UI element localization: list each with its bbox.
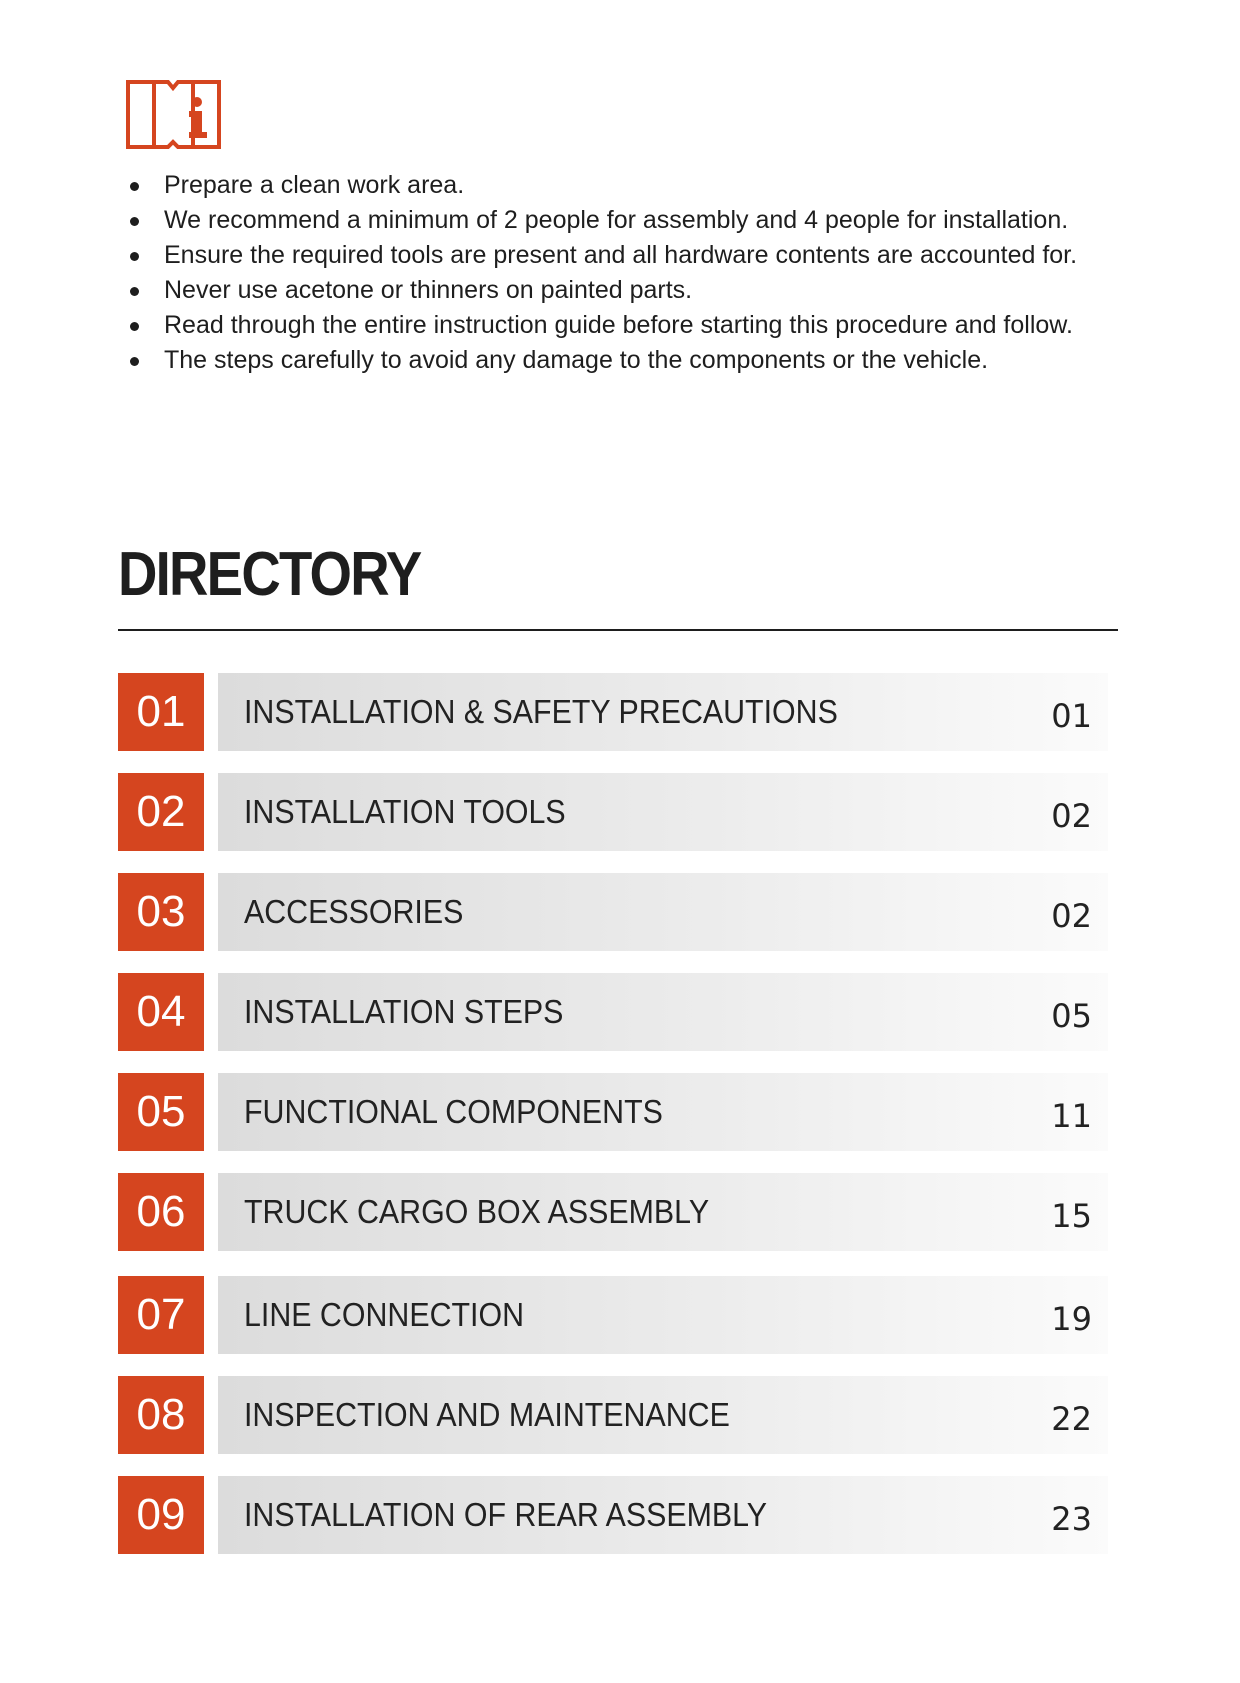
item-label: FUNCTIONAL COMPONENTS <box>244 1093 663 1130</box>
directory-title: DIRECTORY <box>118 540 421 609</box>
item-page: 19 <box>1051 1300 1092 1338</box>
item-label: INSTALLATION TOOLS <box>244 793 566 830</box>
note-item: Read through the entire instruction guide before starting this procedure and follow. <box>124 308 1144 343</box>
item-number: 09 <box>118 1476 204 1554</box>
directory-item-line-connection[interactable] <box>118 1276 1118 1354</box>
safety-notes-list <box>124 168 1144 378</box>
directory-list <box>118 673 1118 1553</box>
item-number: 02 <box>118 773 204 851</box>
note-item: Ensure the required tools are present and all hardware contents are accounted for. <box>124 238 1144 273</box>
item-page: 02 <box>1051 897 1092 935</box>
item-page: 15 <box>1051 1197 1092 1235</box>
note-item: Never use acetone or thinners on painted parts. <box>124 273 1144 308</box>
item-label: TRUCK CARGO BOX ASSEMBLY <box>244 1193 710 1230</box>
item-number: 06 <box>118 1173 204 1251</box>
item-bar <box>218 773 1108 851</box>
item-page: 23 <box>1051 1500 1092 1538</box>
item-bar <box>218 973 1108 1051</box>
item-page: 05 <box>1051 997 1092 1035</box>
directory-item-inspection-maintenance[interactable] <box>118 1376 1118 1454</box>
item-label: INSTALLATION STEPS <box>244 993 564 1030</box>
item-bar <box>218 1376 1108 1454</box>
item-bar <box>218 873 1108 951</box>
item-page: 22 <box>1051 1400 1092 1438</box>
directory-item-accessories[interactable] <box>118 873 1118 951</box>
item-bar <box>218 673 1108 751</box>
directory-item-installation-tools[interactable] <box>118 773 1118 851</box>
info-book-icon <box>124 76 223 151</box>
item-label: LINE CONNECTION <box>244 1296 525 1333</box>
item-number: 03 <box>118 873 204 951</box>
item-bar <box>218 1276 1108 1354</box>
note-item: The steps carefully to avoid any damage to the components or the vehicle. <box>124 343 1144 378</box>
note-item: Prepare a clean work area. <box>124 168 1144 203</box>
directory-item-installation-steps[interactable] <box>118 973 1118 1051</box>
directory-item-rear-assembly[interactable] <box>118 1476 1118 1554</box>
item-label: INSPECTION AND MAINTENANCE <box>244 1396 730 1433</box>
item-number: 01 <box>118 673 204 751</box>
item-number: 08 <box>118 1376 204 1454</box>
item-page: 11 <box>1051 1097 1092 1135</box>
directory-divider <box>118 629 1118 631</box>
directory-item-functional-components[interactable] <box>118 1073 1118 1151</box>
item-page: 02 <box>1051 797 1092 835</box>
item-page: 01 <box>1051 697 1092 735</box>
item-bar <box>218 1476 1108 1554</box>
item-number: 04 <box>118 973 204 1051</box>
directory-item-installation-safety[interactable] <box>118 673 1118 751</box>
item-label: ACCESSORIES <box>244 893 464 930</box>
item-number: 07 <box>118 1276 204 1354</box>
item-label: INSTALLATION & SAFETY PRECAUTIONS <box>244 693 838 730</box>
item-bar <box>218 1073 1108 1151</box>
item-label: INSTALLATION OF REAR ASSEMBLY <box>244 1496 768 1533</box>
directory-item-cargo-box-assembly[interactable] <box>118 1173 1118 1251</box>
note-item: We recommend a minimum of 2 people for assembly and 4 people for installation. <box>124 203 1144 238</box>
item-number: 05 <box>118 1073 204 1151</box>
item-bar <box>218 1173 1108 1251</box>
